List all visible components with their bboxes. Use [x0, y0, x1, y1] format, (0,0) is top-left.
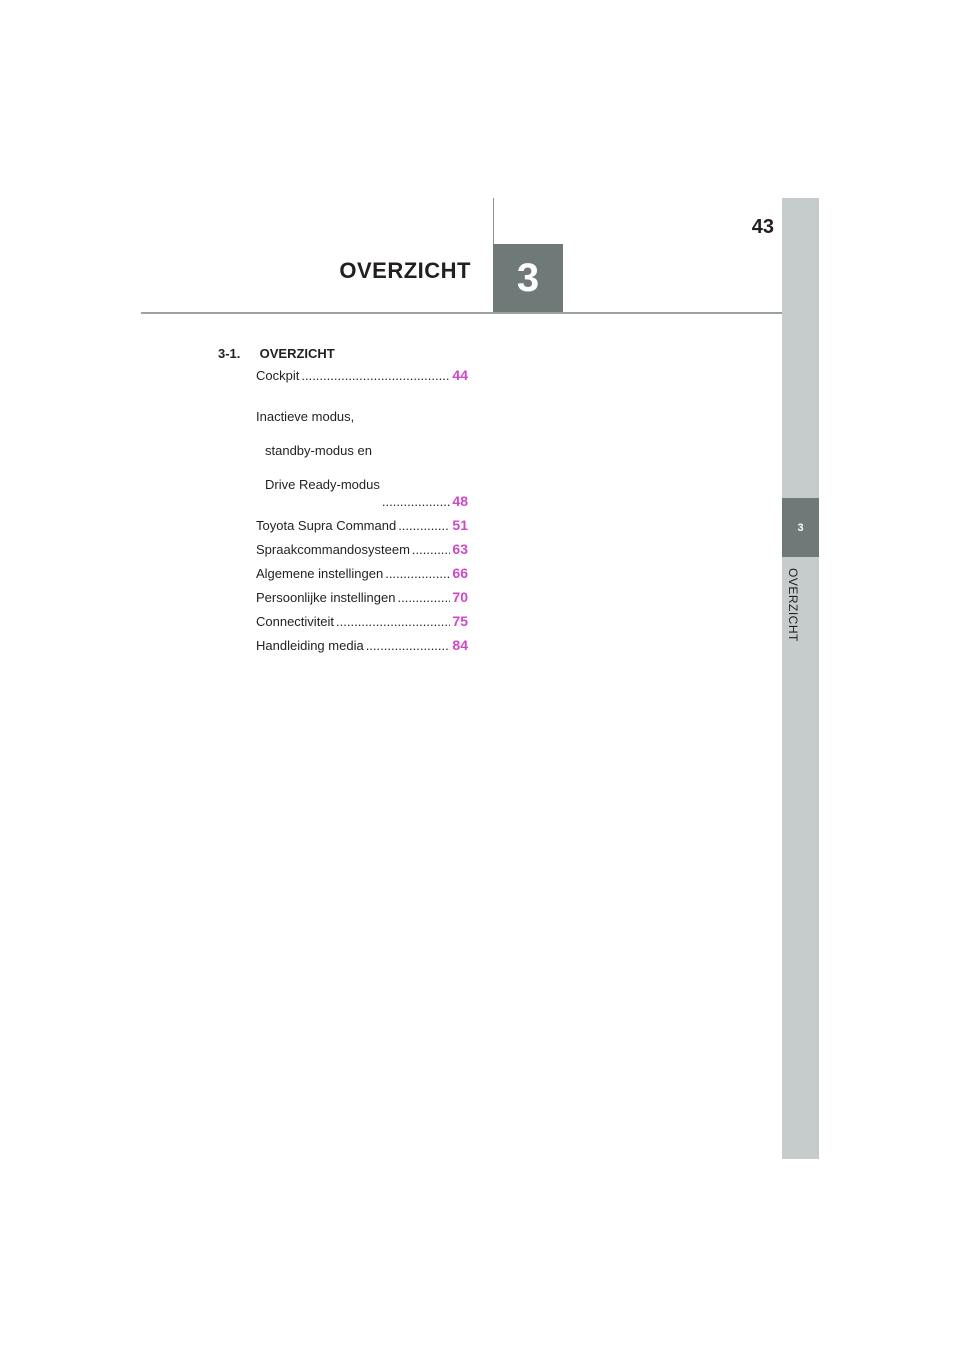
toc-leader-dots	[382, 493, 450, 510]
toc-entry-label-line: Drive Ready-modus	[265, 477, 380, 492]
toc-entry-label: Persoonlijke instellingen	[256, 590, 396, 605]
toc-leader-dots	[385, 565, 450, 582]
toc-entry-label: Spraakcommandosysteem	[256, 542, 410, 557]
side-chapter-label: OVERZICHT	[786, 568, 800, 642]
toc-entry-label: Handleiding media	[256, 638, 364, 653]
toc-entry-inactieve-modus[interactable]	[256, 391, 468, 510]
header-divider-vertical	[493, 198, 494, 245]
toc-section-number: 3-1.	[218, 346, 241, 361]
header-divider-horizontal	[141, 312, 782, 314]
toc-entry-label: Algemene instellingen	[256, 566, 384, 581]
toc-section-heading	[218, 346, 468, 361]
toc-entry-connectiviteit[interactable]	[256, 613, 468, 630]
toc-entry-spraakcommandosysteem[interactable]	[256, 541, 468, 558]
toc-section-title: OVERZICHT	[259, 346, 335, 361]
toc-entry-page[interactable]: 75	[452, 613, 468, 629]
chapter-number-box	[493, 244, 563, 313]
toc-entry-cockpit[interactable]	[256, 367, 468, 384]
toc-entry-algemene-instellingen[interactable]	[256, 565, 468, 582]
toc-entry-handleiding-media[interactable]	[256, 637, 468, 654]
toc-entry-label: Toyota Supra Command	[256, 518, 397, 533]
toc-leader-dots	[398, 517, 450, 534]
toc-entry-page[interactable]: 51	[452, 517, 468, 533]
toc-entry-label: Cockpit	[256, 368, 300, 383]
toc-entry-page[interactable]: 63	[452, 541, 468, 557]
toc-entry-persoonlijke-instellingen[interactable]	[256, 589, 468, 606]
toc-entry-label-line: Inactieve modus,	[256, 409, 355, 424]
toc-leader-dots	[412, 541, 450, 558]
chapter-number: 3	[516, 256, 540, 300]
side-chapter-number[interactable]	[782, 498, 819, 557]
toc-entry-page[interactable]: 44	[452, 367, 468, 383]
toc-leader-dots	[301, 367, 450, 384]
toc-leader-dots	[336, 613, 450, 630]
toc-entry-page[interactable]: 48	[452, 493, 468, 509]
toc-leader-dots	[397, 589, 450, 606]
side-chapter-number-text: 3	[797, 521, 804, 534]
toc-entry-label-line: standby-modus en	[265, 443, 372, 458]
side-chapter-tab	[782, 198, 819, 1159]
toc-leader-dots	[366, 637, 450, 654]
toc-entry-page[interactable]: 66	[452, 565, 468, 581]
toc-entry-toyota-supra-command[interactable]	[256, 517, 468, 534]
chapter-title: OVERZICHT	[339, 258, 471, 283]
page-number: 43	[751, 216, 774, 238]
toc-entry-label: Connectiviteit	[256, 614, 335, 629]
toc-entry-page[interactable]: 70	[452, 589, 468, 605]
table-of-contents	[218, 346, 468, 661]
toc-entry-page[interactable]: 84	[452, 637, 468, 653]
toc-entry-label	[256, 391, 380, 510]
